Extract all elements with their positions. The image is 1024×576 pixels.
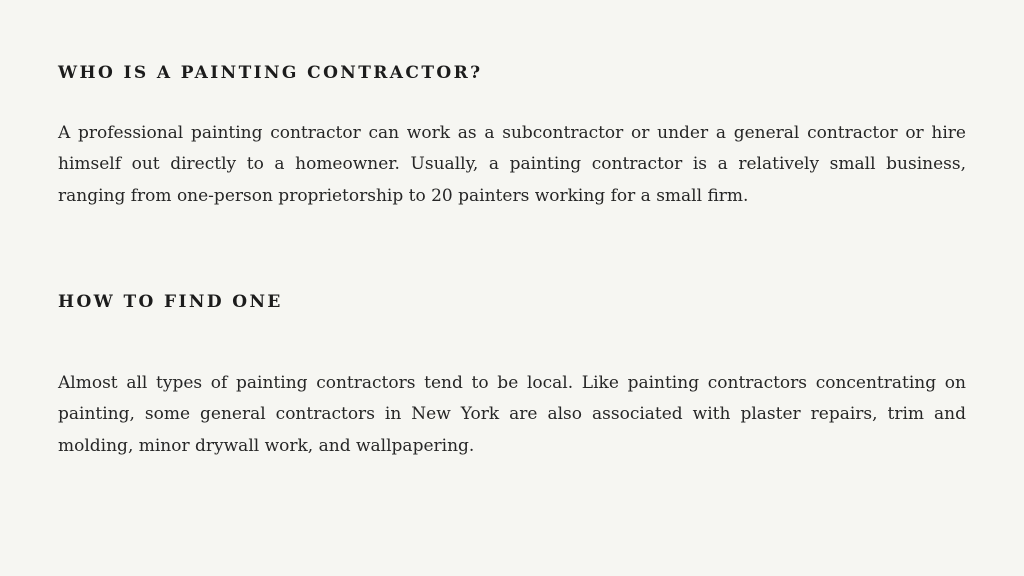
section-paragraph-how-to-find: Almost all types of painting contractors tend to be local. Like painting contractors concentrating on painting, some general contractors in New York are also associated with plaster repairs, trim and molding, minor drywall work, and wallpapering. xyxy=(58,373,966,456)
section-heading-how-to-find: HOW TO FIND ONE xyxy=(58,292,283,312)
section-heading-who-is: WHO IS A PAINTING CONTRACTOR? xyxy=(58,63,483,83)
section-paragraph-who-is: A professional painting contractor can work as a subcontractor or under a general contractor or hire himself out directly to a homeowner. Usually, a painting contractor is a relatively small business, ranging from one-person proprietorship to 20 painters working for a small firm. xyxy=(58,123,966,206)
